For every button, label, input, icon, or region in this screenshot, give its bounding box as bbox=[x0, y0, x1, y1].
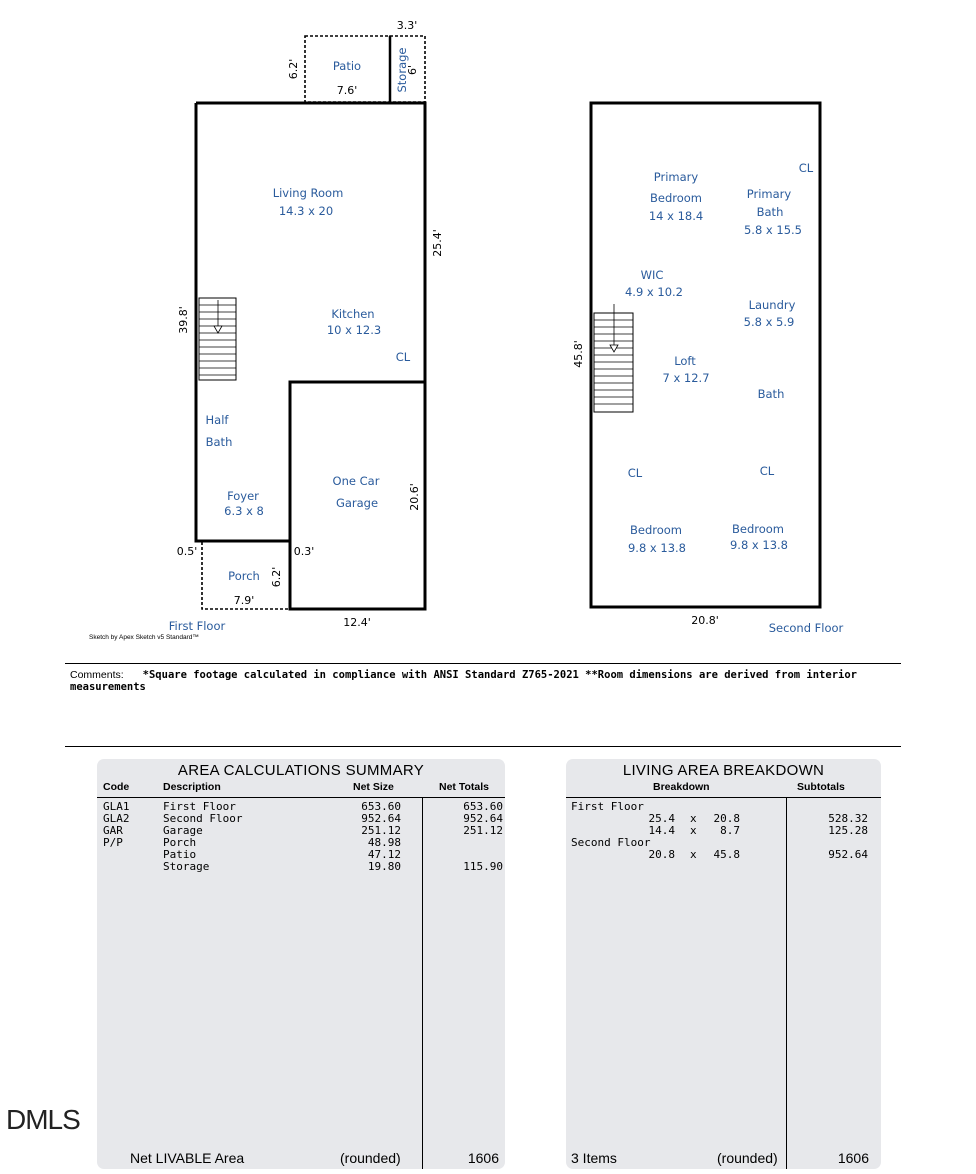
area-summary-panel bbox=[97, 759, 505, 1169]
room-porch: Porch bbox=[228, 569, 260, 583]
second-floor-plan bbox=[572, 103, 844, 635]
dim-foyer: 6.3 x 8 bbox=[224, 504, 264, 518]
breakdown-group-label-1: Second Floor bbox=[571, 836, 651, 849]
area-summary-title: AREA CALCULATIONS SUMMARY bbox=[177, 762, 425, 779]
breakdown-b-0-0: 20.8 bbox=[713, 812, 740, 825]
dim-porch-depth: 6.2' bbox=[270, 566, 283, 588]
header-breakdown: Breakdown bbox=[653, 781, 710, 793]
dim-porch-offset-left: 0.5' bbox=[176, 545, 198, 558]
living-breakdown-header-rule bbox=[566, 797, 881, 798]
dim-bedroom-right: 9.8 x 13.8 bbox=[729, 538, 789, 552]
breakdown-x-1-0: x bbox=[690, 848, 697, 861]
breakdown-x-0-1: x bbox=[690, 824, 697, 837]
dim-storage: 6' bbox=[406, 64, 419, 76]
breakdown-rounded: (rounded) bbox=[717, 1150, 778, 1166]
dim-porch-offset-right: 0.3' bbox=[293, 545, 315, 558]
dim-primary-bedroom: 14 x 18.4 bbox=[648, 209, 704, 223]
table-row-desc-3: Porch bbox=[163, 836, 197, 849]
room-kitchen: Kitchen bbox=[331, 307, 375, 321]
breakdown-total-value: 1606 bbox=[837, 1150, 869, 1166]
table-row-desc-4: Patio bbox=[163, 848, 197, 861]
sketch-credit: Sketch by Apex Sketch v5 Standard™ bbox=[89, 634, 199, 641]
net-livable-value: 1606 bbox=[467, 1150, 499, 1166]
room-primary-bath-2: Bath bbox=[756, 205, 784, 219]
first-floor-plan bbox=[89, 19, 444, 641]
table-row-size-2: 251.12 bbox=[361, 824, 401, 837]
comments-label: Comments: bbox=[70, 669, 124, 681]
room-garage: One Car bbox=[332, 474, 380, 488]
dim-patio-width: 7.6' bbox=[336, 84, 358, 97]
area-summary-header-rule bbox=[97, 797, 505, 798]
table-row-code-1: GLA2 bbox=[103, 812, 130, 825]
room-bath: Bath bbox=[757, 387, 785, 401]
breakdown-b-0-1: 8.7 bbox=[720, 824, 740, 837]
room-closet-right: CL bbox=[759, 464, 775, 478]
room-foyer: Foyer bbox=[227, 489, 259, 503]
dim-right-upper: 25.4' bbox=[431, 229, 444, 257]
table-row-total-5: 115.90 bbox=[463, 860, 503, 873]
dim-second-width: 20.8' bbox=[691, 614, 719, 627]
breakdown-subtotal-0-0: 528.32 bbox=[828, 812, 868, 825]
room-storage: Storage bbox=[395, 47, 409, 93]
room-patio: Patio bbox=[332, 59, 362, 73]
room-closet-primary: CL bbox=[798, 161, 814, 175]
table-row-total-1: 952.64 bbox=[463, 812, 503, 825]
header-description: Description bbox=[163, 781, 221, 793]
comments-top-rule bbox=[65, 663, 901, 664]
header-net-size: Net Size bbox=[353, 781, 394, 793]
living-breakdown-title: LIVING AREA BREAKDOWN bbox=[622, 762, 825, 779]
table-row-size-3: 48.98 bbox=[367, 836, 401, 849]
second-floor-stairs bbox=[594, 304, 633, 412]
living-breakdown-divider bbox=[786, 797, 787, 1169]
table-row-total-0: 653.60 bbox=[463, 800, 503, 813]
room-half-bath: Half bbox=[205, 413, 229, 427]
table-row-desc-5: Storage bbox=[163, 860, 210, 873]
room-laundry: Laundry bbox=[748, 298, 796, 312]
room-bedroom-right: Bedroom bbox=[731, 522, 785, 536]
breakdown-a-0-0: 25.4 bbox=[648, 812, 675, 825]
dim-wic: 4.9 x 10.2 bbox=[624, 285, 684, 299]
breakdown-a-1-0: 20.8 bbox=[648, 848, 675, 861]
room-primary-bedroom-2: Bedroom bbox=[649, 191, 703, 205]
breakdown-group-label-0: First Floor bbox=[571, 800, 644, 813]
living-breakdown-panel bbox=[566, 759, 881, 1169]
room-closet: CL bbox=[395, 350, 411, 364]
dim-laundry: 5.8 x 5.9 bbox=[743, 315, 795, 329]
breakdown-a-0-1: 14.4 bbox=[648, 824, 675, 837]
room-loft: Loft bbox=[674, 354, 696, 368]
header-subtotals: Subtotals bbox=[797, 781, 845, 793]
comments-bottom-rule bbox=[65, 746, 901, 747]
net-livable-rounded: (rounded) bbox=[340, 1150, 401, 1166]
net-livable-label: Net LIVABLE Area bbox=[130, 1150, 245, 1166]
breakdown-items-count: 3 Items bbox=[571, 1150, 617, 1166]
second-floor-label: Second Floor bbox=[768, 621, 844, 635]
header-net-totals: Net Totals bbox=[439, 781, 489, 793]
dim-living-room: 14.3 x 20 bbox=[278, 204, 334, 218]
dim-porch-width: 7.9' bbox=[233, 594, 255, 607]
room-garage-2: Garage bbox=[335, 496, 379, 510]
room-primary-bedroom: Primary bbox=[653, 170, 699, 184]
area-summary-divider bbox=[422, 797, 423, 1169]
table-row-size-0: 653.60 bbox=[361, 800, 401, 813]
dim-left-height: 39.8' bbox=[177, 306, 190, 334]
dim-second-height: 45.8' bbox=[572, 340, 585, 368]
dim-patio-depth: 6.2' bbox=[287, 58, 300, 80]
table-row-desc-2: Garage bbox=[163, 824, 203, 837]
table-row-code-3: P/P bbox=[103, 836, 123, 849]
dim-kitchen: 10 x 12.3 bbox=[326, 323, 382, 337]
dim-bedroom-left: 9.8 x 13.8 bbox=[627, 541, 687, 555]
room-closet-left: CL bbox=[627, 466, 643, 480]
table-row-size-4: 47.12 bbox=[367, 848, 401, 861]
table-row-size-1: 952.64 bbox=[361, 812, 401, 825]
room-primary-bath: Primary bbox=[746, 187, 792, 201]
table-row-code-2: GAR bbox=[103, 824, 123, 837]
dim-loft: 7 x 12.7 bbox=[662, 371, 710, 385]
table-row-total-2: 251.12 bbox=[463, 824, 503, 837]
room-bedroom-left: Bedroom bbox=[629, 523, 683, 537]
room-living-room: Living Room bbox=[272, 186, 344, 200]
table-row-size-5: 19.80 bbox=[367, 860, 401, 873]
dim-garage-depth: 20.6' bbox=[408, 483, 421, 511]
room-wic: WIC bbox=[640, 268, 664, 282]
breakdown-b-1-0: 45.8 bbox=[713, 848, 740, 861]
table-row-desc-0: First Floor bbox=[163, 800, 236, 813]
first-floor-stairs bbox=[199, 298, 236, 380]
first-floor-label: First Floor bbox=[168, 619, 226, 633]
table-row-desc-1: Second Floor bbox=[163, 812, 243, 825]
dim-garage-width: 12.4' bbox=[343, 616, 371, 629]
comments-text: *Square footage calculated in compliance with ANSI Standard Z765-2021 **Room dimensions are derived from interior measurements bbox=[70, 669, 857, 693]
dim-storage-width: 3.3' bbox=[396, 19, 418, 32]
breakdown-subtotal-1-0: 952.64 bbox=[828, 848, 868, 861]
room-half-bath-2: Bath bbox=[205, 435, 233, 449]
breakdown-subtotal-0-1: 125.28 bbox=[828, 824, 868, 837]
table-row-code-0: GLA1 bbox=[103, 800, 130, 813]
dmls-logo: DMLS bbox=[6, 1104, 80, 1135]
header-code: Code bbox=[103, 781, 130, 793]
dim-primary-bath: 5.8 x 15.5 bbox=[743, 223, 803, 237]
comments bbox=[70, 669, 900, 693]
breakdown-x-0-0: x bbox=[690, 812, 697, 825]
